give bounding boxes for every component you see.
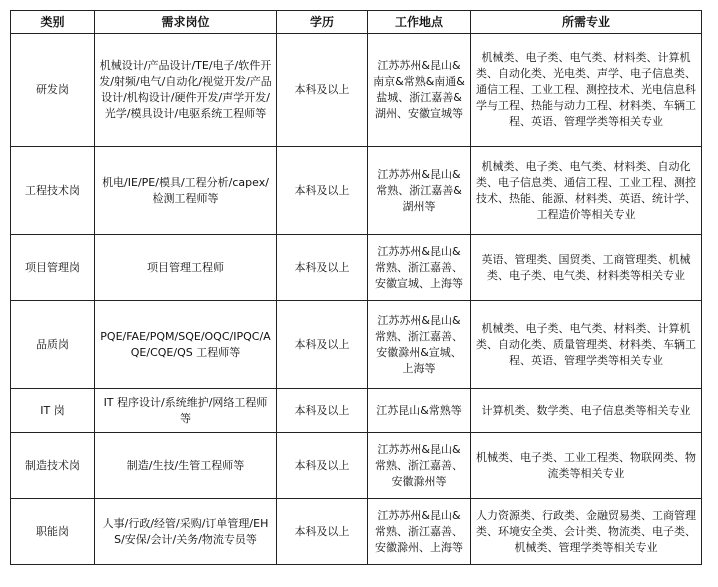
cell-majors: 英语、管理类、国贸类、工商管理类、机械类、电子类、电气类、材料类等相关专业 (471, 235, 702, 301)
cell-education: 本科及以上 (277, 499, 368, 565)
cell-majors: 人力资源类、行政类、金融贸易类、工商管理类、环境安全类、会计类、物流类、电子类、机械类、管理学类等相关专业 (471, 499, 702, 565)
cell-majors: 计算机类、数学类、电子信息类等相关专业 (471, 389, 702, 433)
table-row (11, 499, 702, 565)
header-location: 工作地点 (368, 11, 471, 34)
cell-category: 项目管理岗 (11, 235, 95, 301)
cell-location: 江苏苏州&昆山&常熟、浙江嘉善&湖州等 (368, 147, 471, 235)
table-header-row (11, 11, 702, 34)
cell-positions: PQE/FAE/PQM/SQE/OQC/IPQC/AQE/CQE/QS 工程师等 (95, 301, 277, 389)
cell-location: 江苏苏州&昆山&常熟、浙江嘉善、安徽滁州&宣城、上海等 (368, 301, 471, 389)
cell-location: 江苏苏州&昆山&常熟、浙江嘉善、安徽滁州、上海等 (368, 499, 471, 565)
cell-positions: 制造/生技/生管工程师等 (95, 433, 277, 499)
cell-education: 本科及以上 (277, 433, 368, 499)
table-row (11, 301, 702, 389)
header-category: 类别 (11, 11, 95, 34)
cell-majors: 机械类、电子类、电气类、材料类、计算机类、自动化类、光电类、声学、电子信息类、通信工程、工业工程、测控技术、光电信息科学与工程、热能与动力工程、材料类、车辆工程、英语、管理学类等相关专业 (471, 34, 702, 147)
table-row (11, 433, 702, 499)
recruitment-table (10, 10, 702, 565)
header-majors: 所需专业 (471, 11, 702, 34)
cell-education: 本科及以上 (277, 389, 368, 433)
cell-majors: 机械类、电子类、工业工程类、物联网类、物流类等相关专业 (471, 433, 702, 499)
cell-category: 职能岗 (11, 499, 95, 565)
cell-majors: 机械类、电子类、电气类、材料类、计算机类、自动化类、质量管理类、材料类、车辆工程、英语、管理学类等相关专业 (471, 301, 702, 389)
cell-education: 本科及以上 (277, 235, 368, 301)
cell-positions: 人事/行政/经管/采购/订单管理/EHS/安保/会计/关务/物流专员等 (95, 499, 277, 565)
cell-education: 本科及以上 (277, 301, 368, 389)
cell-category: 工程技术岗 (11, 147, 95, 235)
cell-education: 本科及以上 (277, 34, 368, 147)
cell-category: 研发岗 (11, 34, 95, 147)
cell-positions: 机电/IE/PE/模具/工程分析/capex/检测工程师等 (95, 147, 277, 235)
table-row (11, 389, 702, 433)
cell-category: 制造技术岗 (11, 433, 95, 499)
cell-education: 本科及以上 (277, 147, 368, 235)
cell-location: 江苏苏州&昆山&南京&常熟&南通&盐城、浙江嘉善&湖州、安徽宣城等 (368, 34, 471, 147)
cell-location: 江苏昆山&常熟等 (368, 389, 471, 433)
recruitment-table-container (10, 10, 702, 565)
header-education: 学历 (277, 11, 368, 34)
cell-positions: 机械设计/产品设计/TE/电子/软件开发/射频/电气/自动化/视觉开发/产品设计/机构设计/硬件开发/声学开发/光学/模具设计/电驱系统工程师等 (95, 34, 277, 147)
table-row (11, 147, 702, 235)
cell-category: IT 岗 (11, 389, 95, 433)
cell-location: 江苏苏州&昆山&常熟、浙江嘉善、安徽宣城、上海等 (368, 235, 471, 301)
cell-positions: 项目管理工程师 (95, 235, 277, 301)
table-row (11, 34, 702, 147)
cell-positions: IT 程序设计/系统维护/网络工程师等 (95, 389, 277, 433)
cell-location: 江苏苏州&昆山&常熟、浙江嘉善、安徽滁州等 (368, 433, 471, 499)
header-positions: 需求岗位 (95, 11, 277, 34)
cell-majors: 机械类、电子类、电气类、材料类、自动化类、电子信息类、通信工程、工业工程、测控技术、热能、能源、材料类、英语、统计学、工程造价等相关专业 (471, 147, 702, 235)
cell-category: 品质岗 (11, 301, 95, 389)
table-row (11, 235, 702, 301)
